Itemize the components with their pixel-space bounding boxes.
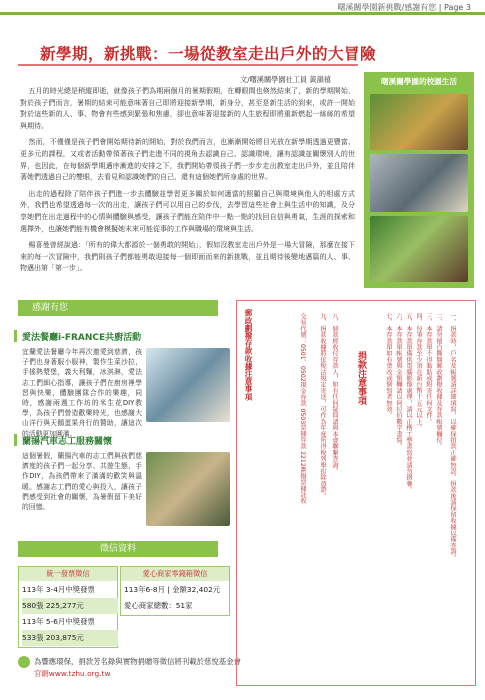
article-title: 新學期，新挑戰：一場從教室走出戶外的大冒險 [40,45,377,63]
invoice-left-head: 統一發票徵信 [19,567,117,581]
footer-website[interactable]: 官網www.tzhu.org.tw [34,669,111,678]
campus-life-title: 曙溪關學園的校園生活 [381,77,457,86]
invoice-left-line: 113年 3-4月中獎發票 [22,585,95,594]
campus-photo [370,154,468,212]
invoice-section-header: 徵信資料 [18,541,218,557]
invoice-left-line: 580張 225,277元 [22,598,118,614]
notes-text: 五、本存款單備供電腦影像處理，請以正楷工整書寫並請勿摺疊。 [405,313,412,493]
paragraph: 楊喜曼曾經說過：「所有的偉大都源於一個勇敢的開始」，假如沒教室走出戶外是一場大冒險，那麼在接下來的每一次冒險中，我們則孩子們都能勇敢迎接每一個即面而來的新挑戰，並且期待後變地邁篇的人、事、物邁出第「第一步」。 [20,241,355,273]
invoice-right-head: 愛心商家零錢箱徵信 [121,567,229,581]
campus-life-box [364,72,474,288]
story2-text: 這個暑假，蘭揚汽車的志工們與孩們慈濟度的孩子們一起分享、共遊生態，手作DIY，為孩們帶來了滿滿的歡笑與溫暖。感謝志工們的愛心與投入，讓孩子們感受到社會的關懷，為暑假留下美好的回憶。 [22,452,142,512]
notes-text: 二、請勿擅自撕開郵政劃撥收據及存款帳號欄位。 [435,313,442,450]
story2-title: 蘭揚汽車志工服務關懷 [22,437,113,447]
notes-text: 交易代號：0501、0502現金存款 0503票據存款 2212劃撥票據託收 [299,313,306,504]
article-author: 文/曙溪關學園社工員 黃韻禧 [240,75,331,84]
campus-photo [370,216,468,282]
invoice-left-line: 113年 5-6月中獎發票 [22,617,95,626]
title-underline [18,64,358,66]
notes-text: 一、捐款時，戶名及帳號請詳細填寫，以確保捐款正確無誤。捐款後請保留收據以備查詢。 [449,313,456,561]
paragraph: 五月的時光總是稍縱即逝，就像孩子們為期兩個月的暑期假期，在轉眼間也倏然結束了，新的學期開始，對於孩子們而言，暑期的結束可能意味著自己即將迎接新學期，新身分，甚至是新生活的到來，或許一開始對於這些新的人、事、物會有些感到緊張和焦慮，卻也意味著迎接新的人生旅程即將重新燃起一絲絲的希望與期待。 [20,87,355,130]
story-marker [14,434,17,446]
notes-title-2: 郵政劃撥存款收據注意事項 [244,309,253,401]
thanks-section-header: 感謝有您 [18,300,218,316]
donation-notes-box [236,300,476,686]
story2-photo [146,452,230,526]
page-header: 曙溪關學園新挑戰/感謝有您 | Page 3 [337,3,471,12]
story1-title: 愛法餐廳i-FRANCE共廚活動 [22,333,142,343]
campus-photo [370,94,468,150]
notes-text: 九、捐款收據將依稅法規定寄送，可作為年度所得稅列舉扣除憑證。 [319,313,326,499]
invoice-left-line: 533張 203,875元 [22,630,118,646]
page-top-bar [0,12,485,15]
notes-text: 三、本存款單不得黏貼或附寄任何文件。 [425,313,432,425]
notes-text: 八、倘款經收付存款人，如有任何疑問請與本會聯繫查詢。 [331,313,338,475]
footer-note: 為響應環保，捐款芳名錄與實物捐贈等徵信將刊載於慈悅基金會 [34,657,241,666]
invoice-right-line: 愛心商家總數：51家 [124,601,193,610]
story1-photo [146,348,230,422]
paragraph: 出走的過程除了陪伴孩子們進一步去體驗並學習更多關於如何適當的照顧自己與環境與他人的相處方式外，我們也希望透過每一次的出走，讓孩子們可以用自己的步伐，去學習這些社會上與生活中的知識，及分享她們在出走過程中的心情與體驗與感受，讓孩子們能在陪伴中一點一點的找回自信與勇氣，生涯的探索和選擇外，也讓她們能有機會模擬她未來可能從事的工作與職場的環境與生活。 [20,189,355,233]
invoice-right-line: 113年6-8月 | 金額32,402元 [124,585,221,594]
story-marker [14,330,17,342]
paragraph: 然而，不僅僅是孩子們會開始期待新的開始，對於我們而言，也漸漸開始將目光放在新學期透過更豐富、更多元的課程，又或者活動帶領著孩子們走進不同的視角去認識自己、認識環境，讓有認識並關懷別人的世界，也因此，在每個新學期邁序漸進的安排之下，我們開始帶領孩子們一步步走出教室走出戶外，並且陪伴著她們透過自己的雙眼，去看見和認識她們的自己，還有這個她們所身處的世界。 [20,138,355,182]
notes-text: 六、本存款單帳號與金額欄請以阿拉伯數字書寫。 [395,313,402,450]
story1-text: 宜蘭愛法餐廳今年再次邀愛到慈濟，孩子們也身著服小服神，製作生菜沙拉，手搖熱漿堡，義大利麵，冰淇淋，愛法志工們細心指導，讓孩子們在廚房裡學習與快樂，體驗團隊合作的樂趣，同時，感謝兩週工作坊的米生花DIY教學，為孩子們營造歡樂時光，也感謝大山洋行與天鵝蛋果舟行的贊助，讓這次的活動更加圓滿。 [22,348,142,438]
notes-text: 七、本存款單如有塗改或倒寫者無效。 [385,313,392,419]
flower-icon [18,656,30,668]
article-body [20,86,355,280]
notes-title: 捐款注意事項 [356,351,366,405]
notes-text: 四、每筆存款至少須在新台幣十五元以上。 [415,313,422,431]
